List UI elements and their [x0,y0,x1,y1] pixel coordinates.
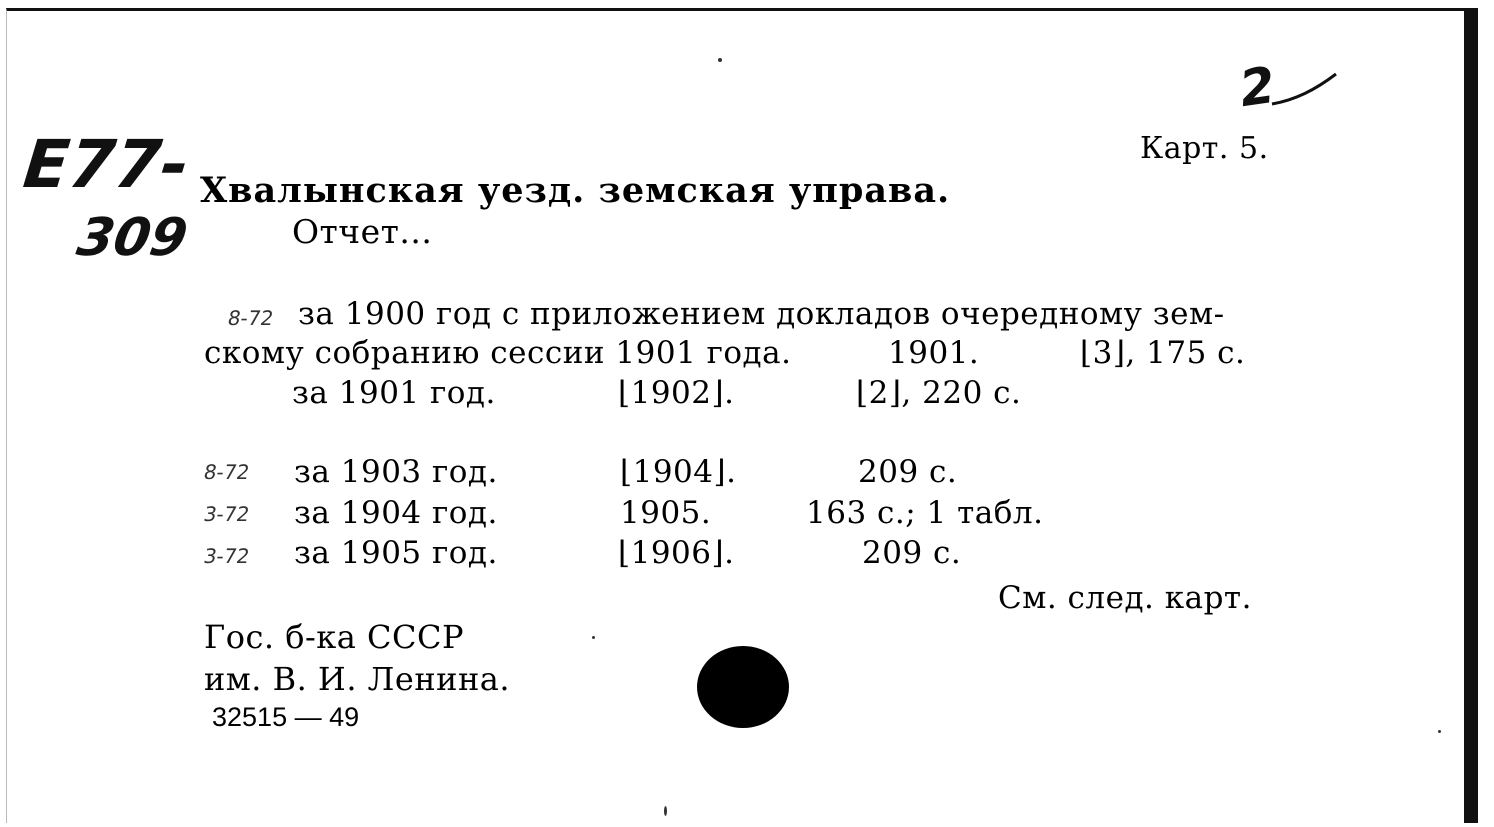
handwritten-shelf-mark-line2: 309 [72,208,192,268]
entry-row-year: ⌊1906⌋. [618,535,735,571]
handwritten-shelf-mark-line1: E77- [19,126,193,203]
speck [664,806,667,816]
entry-2-period: за 1901 год. [292,375,496,411]
card-number: Карт. 5. [1140,131,1269,166]
entry-1-volume: ⌊3⌋, 175 с. [1080,335,1246,371]
entry-row-extent: 163 с.; 1 табл. [806,495,1044,531]
speck [592,636,595,639]
imprint-print-number: 32515 — 49 [212,702,360,732]
entry-row-period: за 1903 год. [294,454,498,490]
author-heading: Хвалынская уезд. земская управа. [200,170,951,211]
entry-2-volume: ⌊2⌋, 220 с. [856,375,1022,411]
volume-stamp: 8-72 [225,306,276,330]
imprint-library-name: им. В. И. Ленина. [204,660,511,698]
imprint-library: Гос. б-ка СССР [204,618,465,656]
punch-hole [697,646,789,728]
entry-row-period: за 1904 год. [294,495,498,531]
entry-1-line-1: за 1900 год с приложением докладов очередному зем- [298,296,1225,332]
entry-row-extent: 209 с. [858,454,958,490]
entry-2-year: ⌊1902⌋. [618,375,735,411]
title: Отчет... [292,212,433,251]
volume-stamp: 3-72 [201,544,252,568]
see-next-card: См. след. карт. [998,580,1252,616]
speck [1438,730,1441,733]
handwritten-underline [1270,70,1340,110]
entry-row-year: 1905. [620,495,712,531]
volume-stamp: 3-72 [201,502,252,526]
entry-1-line-2-text: скому собранию сессии 1901 года. [204,335,792,371]
volume-stamp: 8-72 [201,460,252,484]
entry-row-extent: 209 с. [862,535,962,571]
entry-row-period: за 1905 год. [294,535,498,571]
handwritten-page-number: 2 [1236,55,1279,119]
entry-1-year: 1901. [888,335,980,371]
speck [718,58,722,62]
entry-row-year: ⌊1904⌋. [620,454,737,490]
